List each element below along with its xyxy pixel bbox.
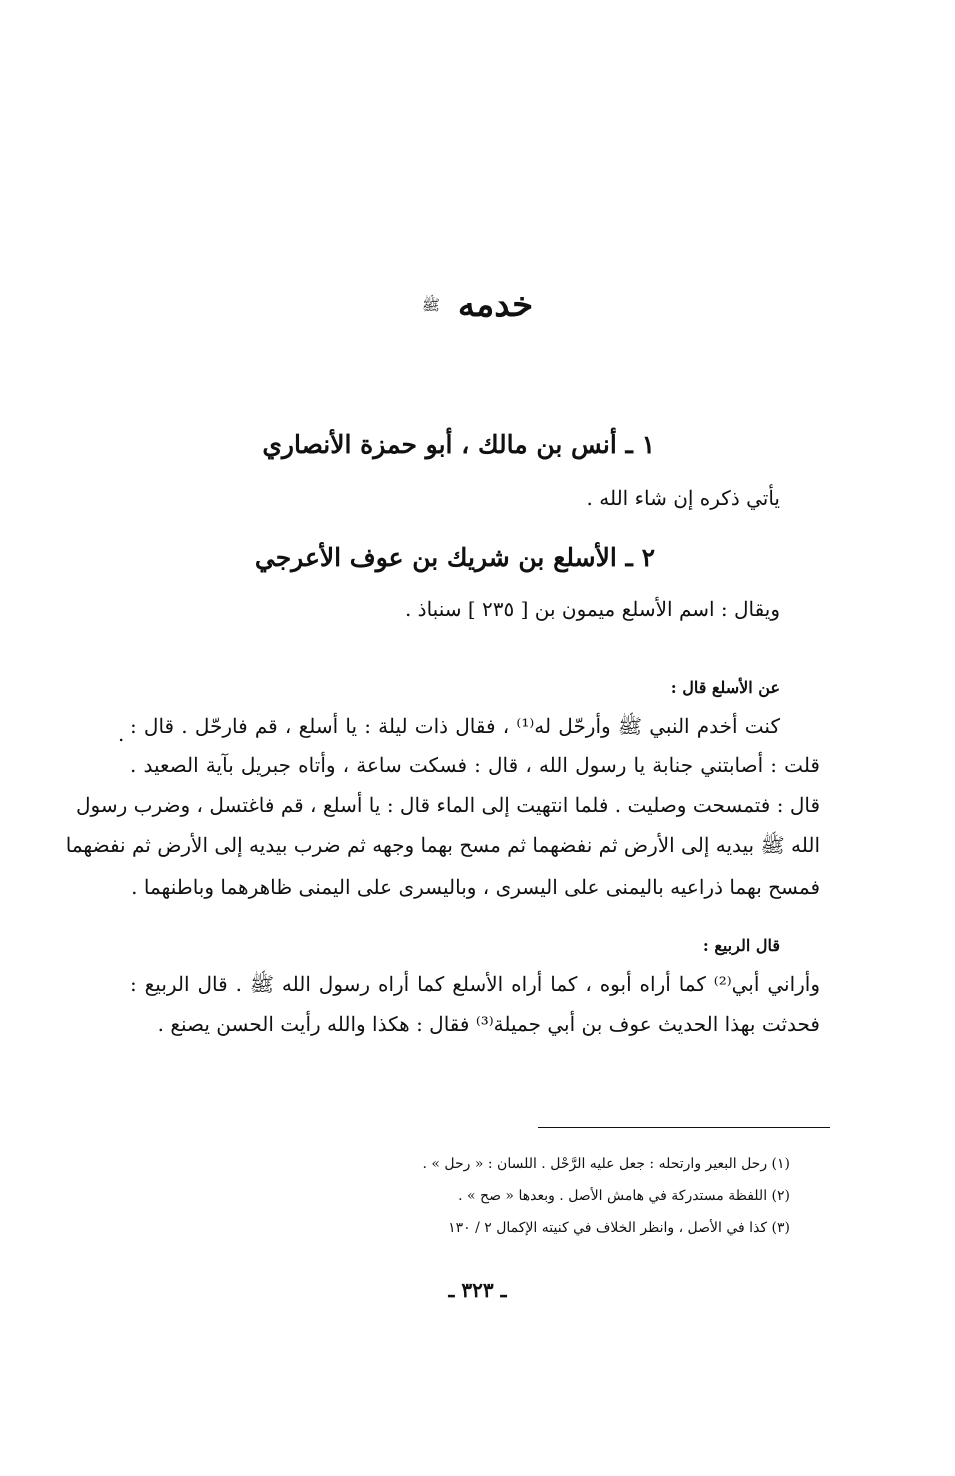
footnote-divider <box>538 1127 830 1128</box>
entry-note-1: يأتي ذكره إن شاء الله . <box>586 486 780 510</box>
narration-line: قلت : أصابتني جنابة يا رسول الله ، قال : فسكت ساعة ، وأتاه جبريل بآية الصعيد . <box>130 753 820 777</box>
entry-note-2: ويقال : اسم الأسلع ميمون بن [ ٢٣٥ ] سنباذ . <box>404 597 780 621</box>
narration-line: الله ﷺ بيديه إلى الأرض ثم نفضهما ثم مسح بهما وجهه ثم ضرب بيديه إلى الأرض ثم نفضهما <box>65 833 820 857</box>
stray-mark: . <box>118 722 125 746</box>
narration-line: فمسح بهما ذراعيه باليمنى على اليسرى ، وباليسرى على اليمنى ظاهرهما وباطنهما . <box>131 875 820 899</box>
narration-line: فحدثت بهذا الحديث عوف بن أبي جميلة⁽³⁾ فقال : هكذا والله رأيت الحسن يصنع . <box>157 1012 820 1036</box>
honorific-glyph: ﷺ <box>421 296 440 314</box>
entry-heading-1: ١ ـ أنس بن مالك ، أبو حمزة الأنصاري <box>262 430 655 459</box>
footnote-2: (٢) اللفظة مستدركة في هامش الأصل . وبعدها « صح » . <box>458 1188 790 1204</box>
entry-heading-2: ٢ ـ الأسلع بن شريك بن عوف الأعرجي <box>254 543 655 572</box>
chapter-title <box>0 285 955 325</box>
footnote-1: (١) رحل البعير وارتحله : جعل عليه الرَّحْل . اللسان : « رحل » . <box>422 1156 790 1172</box>
footnote-3: (٣) كذا في الأصل ، وانظر الخلاف في كنيته الإكمال ٢ / ١٣٠ <box>448 1220 790 1236</box>
narration-label-1: عن الأسلع قال : <box>670 678 780 697</box>
narration-line: قال : فتمسحت وصليت . فلما انتهيت إلى الماء قال : يا أسلع ، قم فاغتسل ، وضرب رسول <box>76 793 820 817</box>
narration-label-2: قال الربيع : <box>702 936 780 955</box>
page-number: ـ ٣٢٣ ـ <box>448 1278 507 1302</box>
narration-line: وأراني أبي⁽²⁾ كما أراه أبوه ، كما أراه الأسلع كما أراه رسول الله ﷺ . قال الربيع : <box>130 972 820 996</box>
narration-line: كنت أخدم النبي ﷺ وأرحّل له⁽¹⁾ ، فقال ذات ليلة : يا أسلع ، قم فارحّل . قال : <box>130 714 780 738</box>
chapter-title-text: خدمه <box>457 285 534 325</box>
